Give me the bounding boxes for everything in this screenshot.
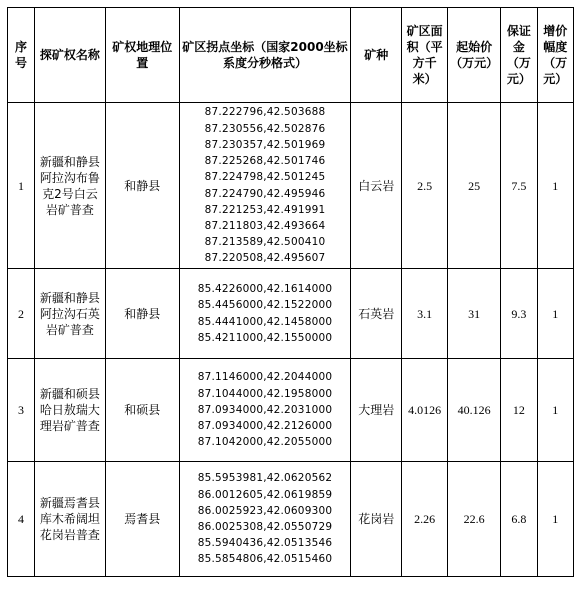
row-location: 和静县 xyxy=(105,103,179,269)
row-name-text: 新疆和静县阿拉沟布鲁克2号白云岩矿普查 xyxy=(39,154,100,217)
header-mineral: 矿种 xyxy=(351,8,402,103)
coord-point: 87.222796,42.503688 xyxy=(204,106,326,119)
row-seq: 3 xyxy=(8,359,35,462)
row-coords xyxy=(179,359,351,462)
row-mineral: 大理岩 xyxy=(351,359,402,462)
coord-point: 87.1044000,42.1958000 xyxy=(197,387,333,400)
header-start-price: 起始价（万元） xyxy=(448,8,501,103)
row-coords xyxy=(179,269,351,359)
row-deposit: 6.8 xyxy=(501,462,537,577)
coord-point: 87.211803,42.493664 xyxy=(204,219,326,232)
row-mineral: 石英岩 xyxy=(351,269,402,359)
header-coords: 矿区拐点坐标（国家2000坐标系度分秒格式） xyxy=(179,8,351,103)
coord-point: 86.0012605,42.0619859 xyxy=(197,488,333,501)
row-start-price: 40.126 xyxy=(448,359,501,462)
coord-point: 87.230556,42.502876 xyxy=(204,122,326,135)
coord-point: 85.4441000,42.1458000 xyxy=(197,315,333,328)
coord-point: 87.224798,42.501245 xyxy=(204,171,326,184)
table-row xyxy=(8,103,574,269)
row-seq: 2 xyxy=(8,269,35,359)
coord-point: 87.1042000,42.2055000 xyxy=(197,436,333,449)
header-row xyxy=(8,8,574,103)
coord-point: 85.4226000,42.1614000 xyxy=(197,283,333,296)
header-area: 矿区面积（平方千米） xyxy=(402,8,448,103)
coord-point: 87.221253,42.491991 xyxy=(204,203,326,216)
row-increment: 1 xyxy=(537,103,573,269)
coord-point: 85.5854806,42.0515460 xyxy=(197,553,333,566)
row-area: 2.5 xyxy=(402,103,448,269)
row-name-text: 新疆和静县阿拉沟石英岩矿普查 xyxy=(39,290,100,337)
coord-point: 85.4211000,42.1550000 xyxy=(197,331,333,344)
coord-point: 87.1146000,42.2044000 xyxy=(197,371,333,384)
row-area: 2.26 xyxy=(402,462,448,577)
table-row xyxy=(8,359,574,462)
row-mineral: 花岗岩 xyxy=(351,462,402,577)
coord-point: 87.0934000,42.2126000 xyxy=(197,420,333,433)
row-increment: 1 xyxy=(537,462,573,577)
header-deposit: 保证金（万元） xyxy=(501,8,537,103)
row-start-price: 25 xyxy=(448,103,501,269)
row-location: 和硕县 xyxy=(105,359,179,462)
coord-point: 86.0025923,42.0609300 xyxy=(197,504,333,517)
coord-point: 87.230357,42.501969 xyxy=(204,138,326,151)
coord-point: 87.0934000,42.2031000 xyxy=(197,403,333,416)
table-row xyxy=(8,462,574,577)
coord-point: 86.0025308,42.0550729 xyxy=(197,521,333,533)
row-name xyxy=(35,359,106,462)
coord-point: 87.220508,42.495607 xyxy=(204,252,326,265)
header-name: 探矿权名称 xyxy=(35,8,106,103)
row-start-price: 31 xyxy=(448,269,501,359)
row-increment: 1 xyxy=(537,269,573,359)
row-name xyxy=(35,103,106,269)
header-location: 矿权地理位置 xyxy=(105,8,179,103)
row-seq: 4 xyxy=(8,462,35,577)
coord-point: 85.4456000,42.1522000 xyxy=(197,299,333,312)
row-name-text: 新疆焉耆县库木希阔坦花岗岩普查 xyxy=(39,496,100,542)
row-name xyxy=(35,462,106,577)
row-area: 4.0126 xyxy=(402,359,448,462)
row-name-text: 新疆和硕县哈日敖瑞大理岩矿普查 xyxy=(39,387,100,433)
coord-point: 87.224790,42.495946 xyxy=(204,187,326,200)
coord-point: 87.213589,42.500410 xyxy=(204,236,326,249)
row-start-price: 22.6 xyxy=(448,462,501,577)
row-coords xyxy=(179,462,351,577)
header-seq: 序号 xyxy=(8,8,35,103)
row-deposit: 9.3 xyxy=(501,269,537,359)
header-increment: 增价幅度（万元） xyxy=(537,8,573,103)
coord-point: 85.5940436,42.0513546 xyxy=(197,537,333,550)
table-row xyxy=(8,269,574,359)
row-location: 焉耆县 xyxy=(105,462,179,577)
mining-rights-table xyxy=(7,7,574,577)
row-deposit: 7.5 xyxy=(501,103,537,269)
row-location: 和静县 xyxy=(105,269,179,359)
coord-point: 87.225268,42.501746 xyxy=(204,155,326,168)
row-coords xyxy=(179,103,351,269)
row-area: 3.1 xyxy=(402,269,448,359)
coord-point: 85.5953981,42.0620562 xyxy=(197,472,333,485)
row-increment: 1 xyxy=(537,359,573,462)
row-seq: 1 xyxy=(8,103,35,269)
row-mineral: 白云岩 xyxy=(351,103,402,269)
row-deposit: 12 xyxy=(501,359,537,462)
row-name xyxy=(35,269,106,359)
